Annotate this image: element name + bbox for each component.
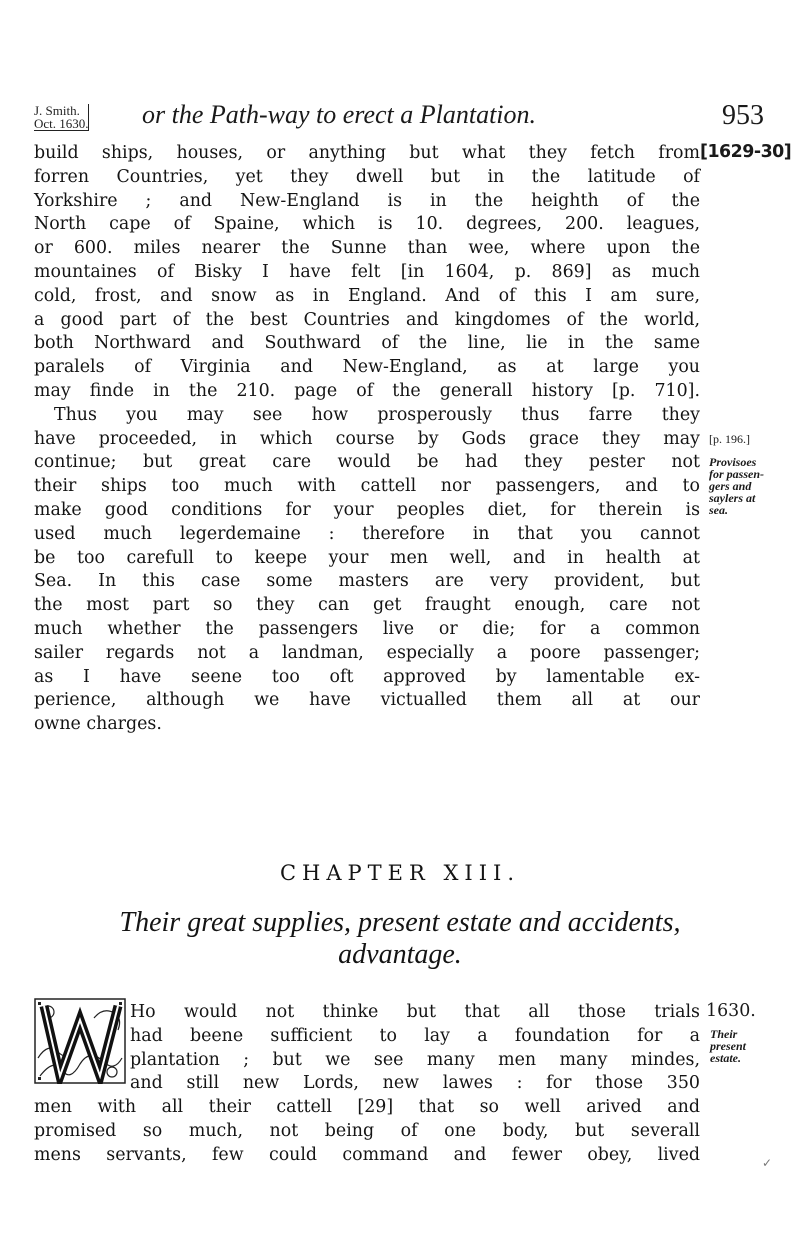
- chapter-title-line: Their great supplies, present estate and accidents,: [119, 907, 681, 938]
- stray-mark: ✓: [762, 1156, 773, 1170]
- margin-chapter-year: 1630.: [706, 1001, 756, 1021]
- margin-note-line: gers and: [709, 479, 752, 493]
- margin-note-line: Provisoes: [709, 455, 757, 469]
- margin-author-date: [34, 104, 89, 131]
- chapter-line: men with all their cattell [29] that so well arived and: [34, 1097, 700, 1118]
- body-line: Sea. In this case some masters are very provident, but: [34, 571, 700, 592]
- margin-note-line: saylers at: [709, 491, 756, 505]
- margin-author: J. Smith.: [34, 103, 80, 118]
- body-line: sailer regards not a landman, especially a poore passenger;: [34, 642, 700, 663]
- margin-page-ref: [p. 196.]: [709, 432, 750, 446]
- running-title: or the Path-way to erect a Plantation.: [142, 100, 537, 129]
- chapter-line: plantation ; but we see many men many mindes,: [130, 1049, 700, 1070]
- chapter-line: promised so much, not being of one body, but severall: [34, 1120, 700, 1141]
- body-text: [34, 142, 700, 737]
- body-line: Thus you may see how prosperously thus farre they: [54, 404, 700, 425]
- body-line: much whether the passengers live or die; for a common: [34, 618, 700, 639]
- page-number: 953: [722, 100, 764, 131]
- body-line: mountaines of Bisky I have felt [in 1604, p. 869] as much: [34, 261, 700, 282]
- body-line: owne charges.: [34, 714, 162, 735]
- chapter-line: mens servants, few could command and fewer obey, lived: [34, 1144, 700, 1165]
- margin-date: Oct. 1630.: [34, 116, 89, 131]
- chapter-title: [0, 907, 800, 971]
- chapter-line: and still new Lords, new lawes : for those 350: [130, 1073, 700, 1094]
- body-line: forren Countries, yet they dwell but in the latitude of: [34, 166, 700, 187]
- body-line: have proceeded, in which course by Gods grace they may: [34, 428, 700, 449]
- margin-note-line: sea.: [709, 503, 728, 517]
- body-line: perience, although we have victualled them all at our: [34, 690, 700, 711]
- body-line: as I have seene too oft approved by lamentable ex-: [34, 666, 700, 687]
- body-line: make good conditions for your peoples diet, for therein is: [34, 499, 700, 520]
- body-line: may finde in the 210. page of the generall history [p. 710].: [34, 380, 700, 401]
- chapter-heading: CHAPTER XIII.: [279, 861, 520, 885]
- body-line: be too carefull to keepe your men well, and in health at: [34, 547, 700, 568]
- body-line: cold, frost, and snow as in England. And of this I am sure,: [34, 285, 700, 306]
- margin-note-line: for passen-: [709, 467, 765, 481]
- margin-note-line: estate.: [710, 1051, 741, 1065]
- margin-note-line: present: [710, 1039, 746, 1053]
- body-line: build ships, houses, or anything but what they fetch from: [34, 143, 700, 163]
- margin-year-bracket: [1629-30]: [700, 142, 792, 162]
- body-line: used much legerdemaine : therefore in that you cannot: [34, 523, 700, 544]
- body-line: continue; but great care would be had they pester not: [34, 452, 700, 473]
- body-line: a good part of the best Countries and kingdomes of the world,: [34, 309, 700, 330]
- body-line: their ships too much with cattell nor passengers, and to: [34, 476, 700, 497]
- chapter-line: had beene sufficient to lay a foundation for a: [130, 1025, 700, 1046]
- chapter-body: [34, 1001, 700, 1168]
- margin-note-provisoes: [709, 456, 789, 516]
- body-line: paralels of Virginia and New-England, as at large you: [34, 357, 700, 378]
- body-line: the most part so they can get fraught enough, care not: [34, 595, 700, 616]
- body-line: both Northward and Southward of the line, lie in the same: [34, 333, 700, 354]
- body-line: North cape of Spaine, which is 10. degrees, 200. leagues,: [34, 214, 700, 235]
- chapter-line: Ho would not thinke but that all those trials: [130, 1002, 700, 1022]
- body-line: Yorkshire ; and New-England is in the heighth of the: [34, 190, 700, 211]
- chapter-title-line: advantage.: [338, 939, 462, 970]
- margin-note-estate: [710, 1028, 790, 1064]
- margin-note-line: Their: [710, 1027, 738, 1041]
- body-line: or 600. miles nearer the Sunne than wee, where upon the: [34, 238, 700, 259]
